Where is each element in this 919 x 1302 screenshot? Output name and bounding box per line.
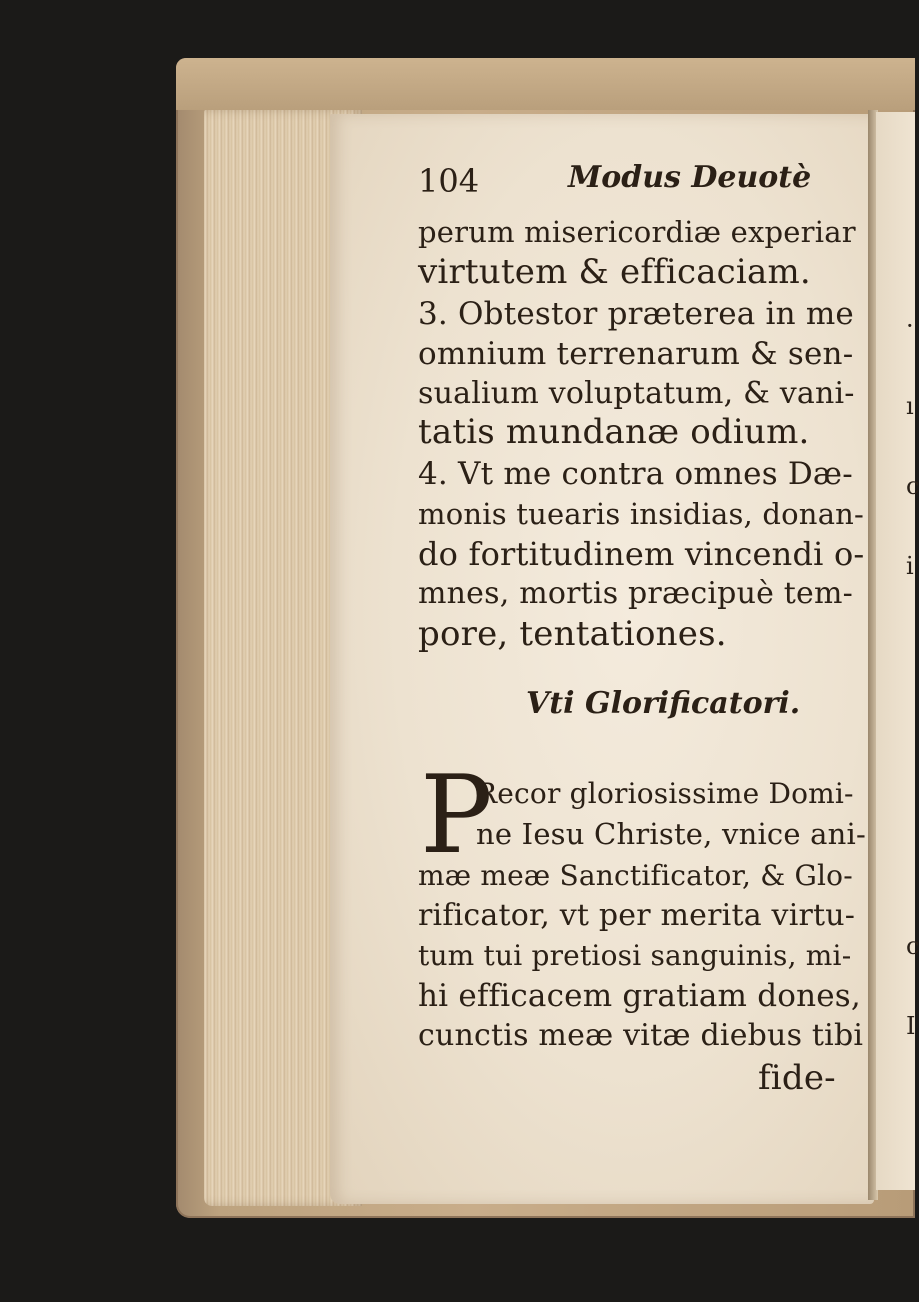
right-page-fragment: · ı c i c I — [876, 112, 915, 1190]
text-line: 3. Obtestor præterea in me — [418, 296, 854, 332]
text-line: virtutem & efficaciam. — [418, 252, 811, 292]
drop-cap: P — [420, 753, 493, 878]
text-line: rificator, vt per merita virtu- — [418, 898, 856, 933]
text-line: hi efficacem gratiam dones, — [418, 978, 861, 1014]
text-line: pore, tentationes. — [418, 614, 727, 654]
text-line: tatis mundanæ odium. — [418, 412, 810, 452]
page-number: 104 — [418, 162, 480, 200]
text-line: omnium terrenarum & sen- — [418, 336, 854, 372]
text-line: Recor gloriosissime Domi- — [476, 777, 854, 810]
text-line: sualium voluptatum, & vani- — [418, 376, 855, 411]
text-line: mæ meæ Sanctificator, & Glo- — [418, 859, 853, 892]
text-line: do fortitudinem vincendi o- — [418, 535, 865, 573]
text-line: cunctis meæ vitæ diebus tibi — [418, 1018, 864, 1053]
running-head: Modus Deuotè — [568, 160, 812, 195]
text-line: tum tui pretiosi sanguinis, mi- — [418, 939, 852, 972]
text-line: monis tuearis insidias, donan- — [418, 497, 865, 531]
catchword: fide- — [758, 1058, 836, 1098]
text-line: mnes, mortis præcipuè tem- — [418, 576, 853, 611]
text-line: ne Iesu Christe, vnice ani- — [476, 817, 866, 851]
section-heading: Vti Glorificatori. — [526, 686, 801, 721]
text-line: perum misericordiæ experiar — [418, 215, 856, 249]
book-cover-top-edge — [176, 58, 915, 110]
text-line: 4. Vt me contra omnes Dæ- — [418, 456, 853, 492]
